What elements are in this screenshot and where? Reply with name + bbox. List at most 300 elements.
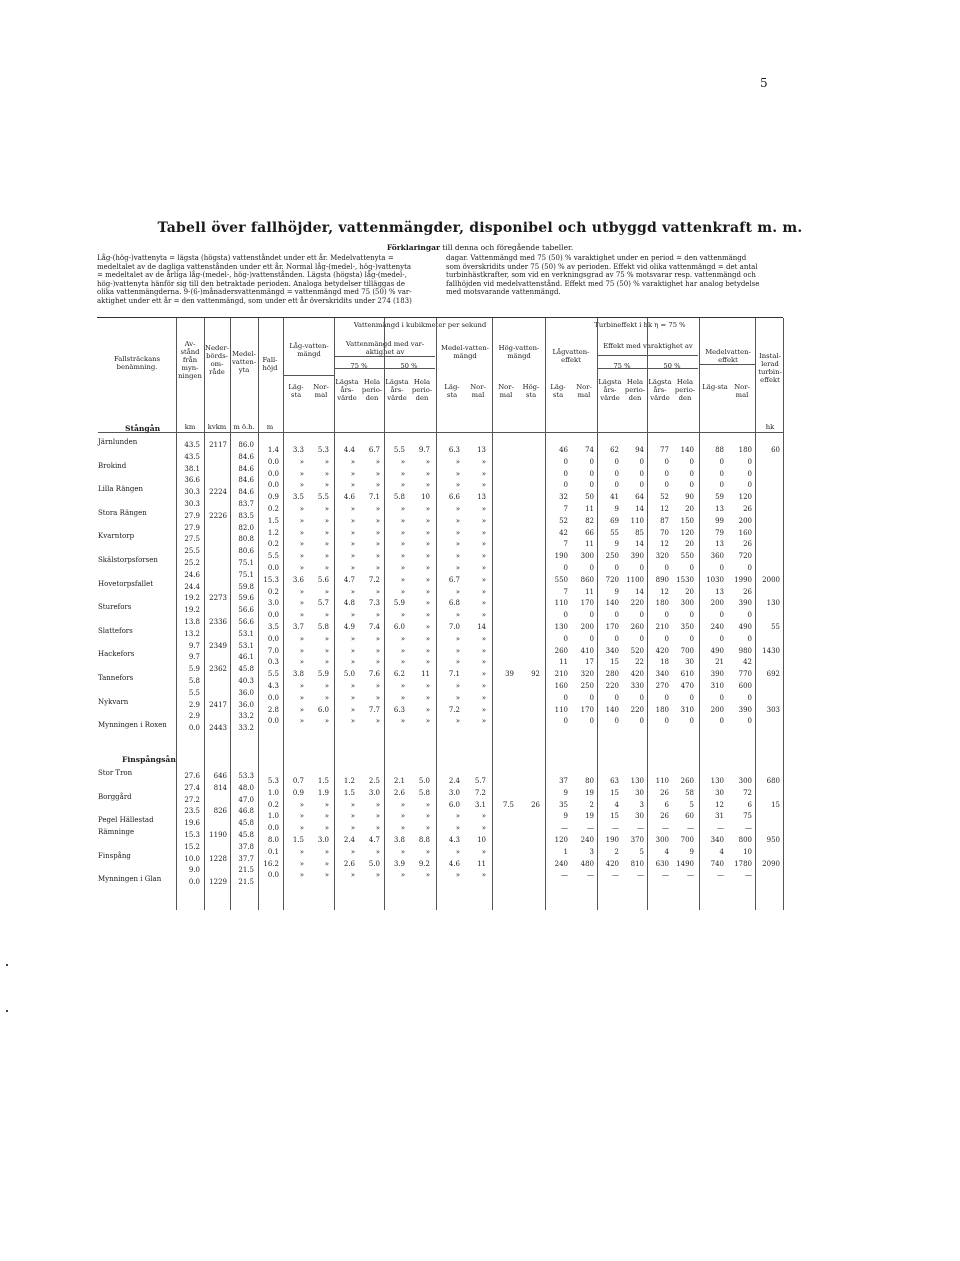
table-cell: »: [400, 552, 405, 561]
table-cell: 7.0: [448, 623, 460, 631]
header-medelvatteneffekt: Medelvatten-effekt: [705, 348, 751, 364]
table-cell: 0: [589, 457, 594, 466]
explain-line: olika vattenmängderna. 9-(6-)månadersvattenmängd = vattenmängd med 75 (50) % var-: [97, 288, 412, 297]
table-cell: 53.1: [238, 641, 254, 650]
table-cell: 6.7: [368, 446, 380, 454]
table-cell: 0: [614, 693, 619, 702]
table-cell: 82: [585, 516, 594, 525]
table-cell: »: [481, 552, 486, 561]
table-cell: »: [400, 871, 405, 880]
table-cell: 79: [715, 528, 724, 537]
table-cell: 300: [580, 552, 594, 561]
table-cell: 30.3: [184, 500, 200, 508]
h-lagsta-arsvarde3: Lägsta års-värde: [598, 378, 622, 402]
table-cell: 14: [477, 623, 486, 631]
table-cell: 52: [660, 493, 669, 502]
table-cell: 88: [715, 446, 724, 454]
table-cell: 37.8: [238, 842, 254, 851]
table-cell: 0: [719, 611, 724, 620]
table-cell: —: [637, 824, 644, 833]
h-normal: Nor-mal: [313, 383, 329, 399]
table-cell: 550: [554, 575, 568, 584]
table-cell: 4.9: [343, 623, 355, 631]
table-cell: 26: [531, 800, 540, 809]
table-cell: 1229: [209, 878, 227, 887]
table-cell: 75: [743, 812, 752, 821]
table-cell: 17: [585, 658, 594, 667]
table-cell: 700: [680, 836, 694, 844]
table-cell: »: [481, 682, 486, 690]
table-cell: 6.6: [448, 493, 460, 502]
table-cell: 15.2: [184, 842, 200, 851]
table-cell: 12: [660, 587, 669, 596]
table-cell: 7.0: [267, 646, 279, 655]
table-cell: 26: [743, 505, 752, 513]
explanation-right: [446, 254, 782, 297]
table-cell: 0: [639, 469, 644, 478]
table-cell: 1780: [734, 859, 752, 868]
table-cell: »: [481, 871, 486, 880]
table-cell: 12: [660, 540, 669, 549]
table-cell: »: [400, 717, 405, 726]
table-cell: 14: [635, 540, 644, 549]
unit-moh: m ö.h.: [233, 423, 255, 431]
table-cell: 55: [610, 528, 619, 537]
table-cell: 310: [710, 682, 724, 690]
table-cell: »: [481, 587, 486, 596]
table-cell: 390: [710, 670, 724, 679]
table-cell: 300: [655, 836, 669, 844]
table-cell: »: [400, 847, 405, 856]
table-cell: »: [455, 682, 460, 690]
table-cell: »: [324, 646, 329, 655]
table-cell: 140: [605, 599, 619, 608]
table-cell: 25.5: [184, 547, 200, 556]
table-cell: »: [350, 552, 355, 561]
table-cell: 0: [689, 717, 694, 726]
table-cell: 5.5: [267, 670, 279, 679]
table-cell: 5.0: [368, 859, 380, 868]
table-cell: 9.0: [188, 866, 200, 875]
table-cell: 2349: [209, 641, 227, 650]
table-cell: 94: [635, 446, 644, 454]
table-cell: 5.9: [188, 665, 200, 674]
table-cell: »: [425, 528, 430, 537]
header-75: 75 %: [350, 362, 368, 370]
table-cell: »: [350, 505, 355, 513]
table-cell: 0: [664, 457, 669, 466]
table-cell: 36.0: [238, 700, 254, 709]
table-cell: 11: [421, 670, 430, 679]
table-cell: 19: [585, 788, 594, 797]
table-cell: »: [299, 812, 304, 821]
table-cell: 9: [614, 540, 619, 549]
table-cell: »: [425, 693, 430, 702]
header-50b: 50 %: [663, 362, 681, 370]
table-cell: 700: [680, 646, 694, 655]
table-cell: »: [425, 599, 430, 608]
table-cell: 5.0: [343, 670, 355, 679]
table-cell: 0.2: [267, 540, 279, 549]
header-hogvattenmangd: Hög-vatten-mängd: [498, 344, 540, 360]
table-cell: 12: [660, 505, 669, 513]
table-cell: 35: [559, 800, 568, 809]
place-name: Stor Tron: [98, 769, 133, 777]
table-cell: 9.7: [418, 446, 430, 454]
table-cell: »: [299, 505, 304, 513]
table-cell: 1.2: [343, 777, 355, 785]
table-cell: »: [299, 658, 304, 667]
table-cell: »: [400, 587, 405, 596]
table-cell: 680: [766, 777, 780, 785]
table-cell: 3.1: [474, 800, 486, 809]
table-cell: 11: [559, 658, 568, 667]
table-cell: »: [299, 634, 304, 643]
table-cell: 6.2: [393, 670, 405, 679]
table-cell: 814: [213, 783, 227, 792]
table-cell: »: [324, 564, 329, 572]
table-cell: 110: [554, 705, 568, 714]
table-cell: 2.9: [188, 712, 200, 721]
h-lagsta3: Läg-sta: [550, 383, 566, 399]
table-cell: 0.2: [267, 505, 279, 513]
table-cell: »: [324, 587, 329, 596]
table-cell: »: [324, 611, 329, 620]
table-cell: 2000: [762, 575, 780, 584]
explain-line: med motsvarande vattenmängd.: [446, 288, 561, 297]
table-cell: 63: [610, 777, 619, 785]
table-cell: »: [299, 552, 304, 561]
table-cell: 7.6: [368, 670, 380, 679]
table-cell: 0: [614, 564, 619, 572]
header-divider: [98, 432, 784, 433]
table-cell: »: [375, 658, 380, 667]
table-cell: »: [455, 824, 460, 833]
table-cell: 62: [610, 446, 619, 454]
table-cell: 110: [554, 599, 568, 608]
place-name: Mynningen i Glan: [98, 875, 162, 884]
table-cell: »: [455, 540, 460, 549]
place-name: Tannefors: [98, 674, 134, 682]
table-cell: »: [324, 717, 329, 726]
table-cell: »: [299, 800, 304, 809]
table-cell: 0: [563, 693, 568, 702]
table-cell: »: [375, 516, 380, 525]
table-cell: 120: [738, 493, 752, 502]
table-cell: 520: [630, 646, 644, 655]
h-lagsta-arsvarde4: Lägsta års-värde: [648, 378, 672, 402]
table-cell: 2.4: [448, 777, 460, 785]
table-cell: 340: [605, 646, 619, 655]
h-normal2: Nor-mal: [470, 383, 486, 399]
table-cell: 0: [747, 717, 752, 726]
table-cell: 5.6: [317, 575, 329, 584]
table-cell: 43.5: [184, 441, 200, 449]
table-cell: »: [400, 469, 405, 478]
scan-mark: [6, 1010, 8, 1012]
table-cell: 60: [771, 446, 780, 454]
table-cell: 0.0: [188, 878, 200, 887]
table-cell: 0: [639, 717, 644, 726]
table-cell: »: [324, 812, 329, 821]
table-cell: »: [400, 564, 405, 572]
place-name: Kvarntorp: [98, 532, 135, 541]
unit-km: km: [184, 423, 196, 431]
subtitle: [0, 243, 960, 252]
table-cell: 84.6: [238, 488, 254, 497]
table-cell: 11: [585, 540, 594, 549]
table-cell: 370: [630, 836, 644, 844]
place-name: Mynningen i Roxen: [98, 721, 167, 730]
scan-mark: [6, 964, 8, 966]
table-cell: »: [375, 528, 380, 537]
table-cell: 0.0: [267, 481, 279, 490]
table-cell: 26: [743, 587, 752, 596]
table-cell: »: [400, 611, 405, 620]
table-cell: »: [375, 800, 380, 809]
table-cell: 2.1: [393, 777, 405, 785]
table-cell: 490: [710, 646, 724, 655]
table-cell: »: [400, 516, 405, 525]
table-cell: »: [425, 824, 430, 833]
place-name: Slattefors: [98, 626, 133, 635]
header-divider: [700, 364, 756, 365]
table-cell: 770: [738, 670, 752, 679]
table-cell: 60: [685, 812, 694, 821]
table-cell: »: [375, 812, 380, 821]
table-cell: 310: [680, 705, 694, 714]
table-cell: 0: [589, 717, 594, 726]
table-cell: »: [299, 705, 304, 714]
table-cell: 420: [605, 859, 619, 868]
table-cell: »: [350, 871, 355, 880]
table-cell: 0.2: [267, 800, 279, 809]
table-cell: 41: [610, 493, 619, 502]
table-cell: »: [400, 824, 405, 833]
table-cell: 6.0: [448, 800, 460, 809]
table-cell: 6: [747, 800, 752, 809]
table-cell: 6: [664, 800, 669, 809]
table-cell: 3: [589, 847, 594, 856]
table-cell: »: [481, 516, 486, 525]
table-cell: 190: [554, 552, 568, 561]
table-cell: »: [400, 646, 405, 655]
table-cell: »: [481, 824, 486, 833]
table-cell: 130: [766, 599, 780, 608]
table-cell: »: [324, 552, 329, 561]
table-cell: 7.4: [368, 623, 380, 631]
table-cell: 420: [630, 670, 644, 679]
table-cell: »: [400, 528, 405, 537]
table-cell: 0: [719, 717, 724, 726]
table-cell: 200: [580, 623, 594, 631]
table-cell: »: [400, 481, 405, 490]
table-cell: »: [324, 634, 329, 643]
table-cell: 5.5: [317, 493, 329, 502]
table-cell: 56.6: [238, 606, 254, 615]
table-cell: »: [350, 540, 355, 549]
table-cell: 19.2: [184, 594, 200, 603]
table-cell: —: [717, 824, 724, 833]
table-cell: 9: [614, 505, 619, 513]
explain-line: turbinhästkrafter, som vid en verkningsgrad av 75 % motsvarar resp. vattenmängd och: [446, 271, 756, 280]
table-cell: »: [299, 824, 304, 833]
table-cell: »: [425, 575, 430, 584]
table-cell: 5.9: [317, 670, 329, 679]
table-cell: 9: [614, 587, 619, 596]
table-cell: 2336: [209, 618, 227, 626]
table-cell: 810: [630, 859, 644, 868]
table-cell: 0: [639, 564, 644, 572]
table-cell: 390: [738, 705, 752, 714]
table-cell: »: [324, 800, 329, 809]
table-cell: 36.6: [184, 476, 200, 485]
table-cell: 0: [664, 469, 669, 478]
table-cell: 1190: [209, 831, 227, 839]
table-cell: 0: [563, 469, 568, 478]
table-cell: »: [324, 481, 329, 490]
table-cell: 30: [685, 658, 694, 667]
table-cell: 0: [747, 564, 752, 572]
table-cell: 1100: [626, 575, 644, 584]
table-cell: 46: [559, 446, 568, 454]
table-cell: 2.4: [343, 836, 355, 844]
table-cell: 200: [710, 599, 724, 608]
table-cell: 9: [563, 788, 568, 797]
table-cell: »: [481, 481, 486, 490]
table-cell: 5: [689, 800, 694, 809]
place-name: Borggård: [98, 792, 132, 801]
table-cell: 260: [554, 646, 568, 655]
table-cell: »: [425, 717, 430, 726]
table-cell: 10: [743, 847, 752, 856]
table-cell: »: [350, 717, 355, 726]
table-cell: 300: [738, 777, 752, 785]
explain-line: som överskridits under 75 (50) % av perioden. Effekt vid olika vattenmängd = det antal: [446, 262, 758, 271]
header-divider: [284, 375, 334, 376]
table-cell: 20: [685, 505, 694, 513]
table-cell: 3.0: [448, 788, 460, 797]
table-cell: »: [350, 587, 355, 596]
table-cell: 11: [585, 587, 594, 596]
table-cell: 0: [747, 469, 752, 478]
h-normal3: Nor-mal: [498, 383, 514, 399]
table-cell: 980: [738, 646, 752, 655]
table-cell: 0.2: [267, 587, 279, 596]
table-cell: 0: [719, 634, 724, 643]
table-cell: —: [637, 871, 644, 880]
h-lagsta4: Läg-sta: [702, 383, 728, 391]
table-cell: 0.0: [267, 611, 279, 620]
table-cell: »: [455, 717, 460, 726]
table-cell: 0: [747, 481, 752, 490]
table-cell: »: [400, 682, 405, 690]
place-name: Rämninge: [98, 828, 135, 836]
table-cell: 0.1: [267, 847, 279, 856]
table-cell: 0: [563, 481, 568, 490]
table-cell: »: [425, 469, 430, 478]
table-cell: 11: [585, 505, 594, 513]
table-cell: 27.9: [184, 511, 200, 520]
table-cell: 13: [477, 446, 486, 454]
table-cell: 9: [563, 812, 568, 821]
table-cell: 43.5: [184, 452, 200, 461]
table-cell: »: [375, 634, 380, 643]
table-cell: 160: [738, 528, 752, 537]
table-cell: »: [455, 847, 460, 856]
table-cell: 27.2: [184, 795, 200, 804]
place-name: Stora Rängen: [98, 508, 147, 517]
table-cell: 39: [505, 670, 514, 679]
table-cell: 3.8: [292, 670, 304, 679]
table-cell: »: [375, 469, 380, 478]
table-cell: »: [350, 457, 355, 466]
table-cell: 12: [715, 800, 724, 809]
table-cell: »: [455, 812, 460, 821]
table-cell: 5.5: [188, 688, 200, 697]
table-cell: 16.2: [263, 859, 279, 868]
table-cell: 210: [554, 670, 568, 679]
header-lagvatteneffekt: Lågvatten-effekt: [552, 348, 590, 364]
table-cell: 390: [738, 599, 752, 608]
table-cell: 2.8: [267, 705, 279, 714]
table-cell: 15: [771, 800, 780, 809]
explain-line: fallhöjden vid medelvattenstånd. Effekt med 75 (50) % varaktighet har analog betydelse: [446, 279, 760, 288]
explain-line: medeltalet av de dagliga vattenstånden under ett år. Normal låg-(medel-, hög-)vattenyta: [97, 262, 412, 271]
table-cell: 2224: [209, 488, 227, 497]
table-cell: 20: [685, 540, 694, 549]
table-cell: »: [324, 457, 329, 466]
table-cell: »: [299, 481, 304, 490]
header-medelvattenyta: Medel-vatten-yta: [231, 350, 257, 374]
table-cell: 130: [630, 777, 644, 785]
table-cell: 11: [477, 859, 486, 868]
table-cell: 1430: [762, 646, 780, 655]
column-divider: [755, 318, 756, 910]
page-number: 5: [760, 76, 768, 90]
table-cell: 0: [664, 564, 669, 572]
table-cell: 5.0: [418, 777, 430, 785]
table-cell: 83.5: [238, 511, 254, 520]
table-cell: 64: [635, 493, 644, 502]
table-cell: »: [299, 611, 304, 620]
table-cell: »: [425, 658, 430, 667]
explanation-left: [97, 254, 427, 306]
table-cell: 0: [614, 481, 619, 490]
header-medelvattenmangd: Medel-vatten-mängd: [441, 344, 489, 360]
table-cell: 0: [689, 634, 694, 643]
table-cell: 13.2: [184, 629, 200, 638]
table-cell: »: [481, 611, 486, 620]
table-cell: »: [481, 705, 486, 714]
table-cell: 3.9: [393, 859, 405, 868]
table-cell: »: [299, 540, 304, 549]
table-cell: 890: [655, 575, 669, 584]
table-cell: »: [350, 705, 355, 714]
table-cell: »: [299, 564, 304, 572]
table-cell: 0: [719, 481, 724, 490]
table-cell: 350: [680, 623, 694, 631]
table-cell: »: [455, 646, 460, 655]
table-cell: »: [299, 516, 304, 525]
table-cell: 30: [635, 788, 644, 797]
h-lagsta2: Läg-sta: [444, 383, 460, 399]
table-cell: 210: [655, 623, 669, 631]
h-normal5: Nor-mal: [734, 383, 750, 399]
table-cell: 7: [563, 505, 568, 513]
table-cell: »: [324, 847, 329, 856]
table-cell: »: [299, 859, 304, 868]
